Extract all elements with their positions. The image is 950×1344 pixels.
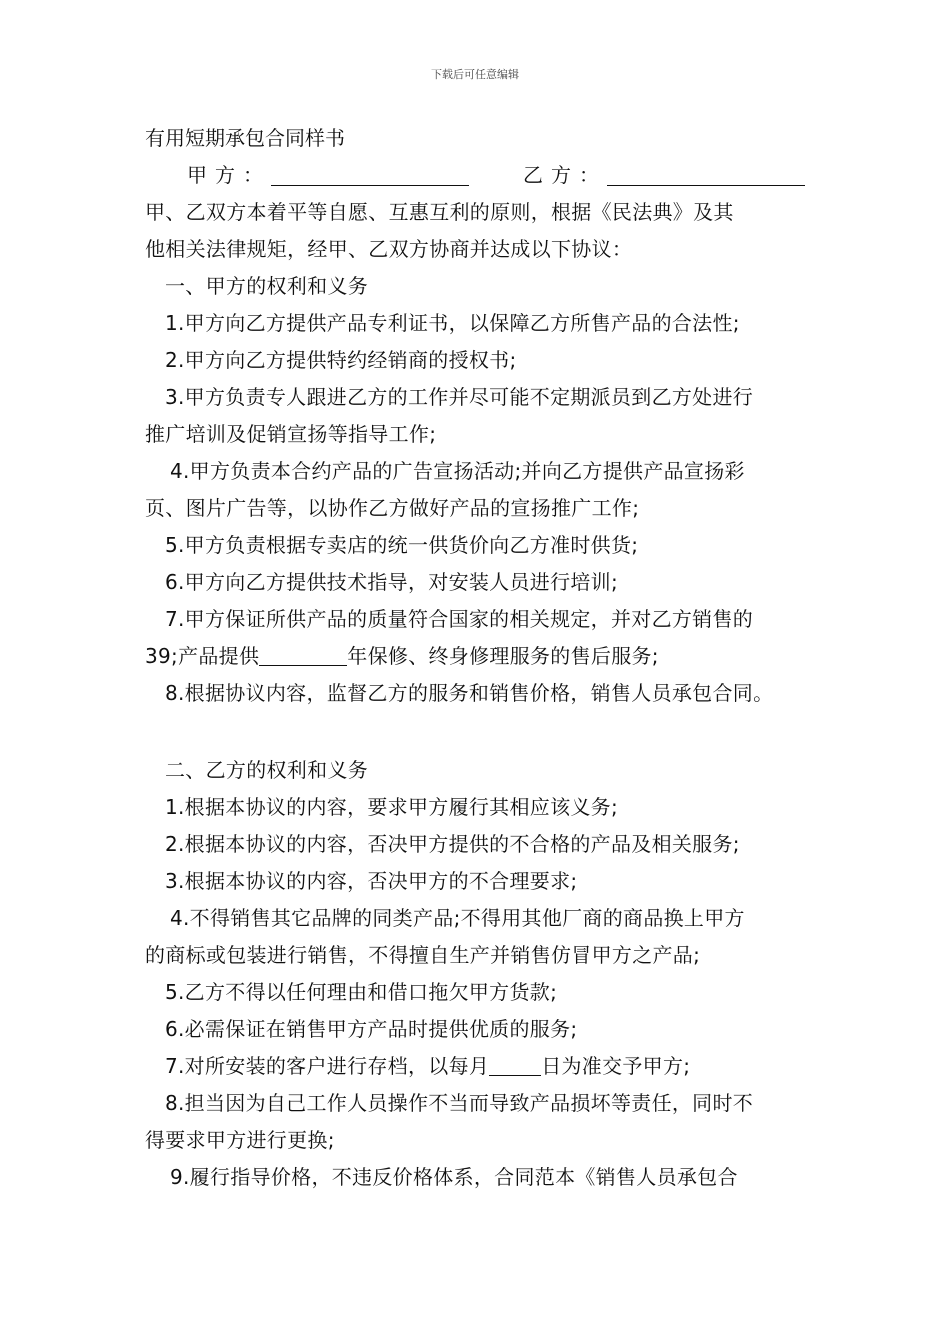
section2-item-5: 5.乙方不得以任何理由和借口拖欠甲方货款; xyxy=(165,980,558,1004)
section1-heading: 一、甲方的权利和义务 xyxy=(165,274,368,298)
section2-item-8-line-1: 8.担当因为自己工作人员操作不当而导致产品损坏等责任，同时不 xyxy=(165,1091,754,1115)
section2-item-4-line-2: 的商标或包装进行销售，不得擅自生产并销售仿冒甲方之产品; xyxy=(145,943,701,967)
section1-item-3-line-1: 3.甲方负责专人跟进乙方的工作并尽可能不定期派员到乙方处进行 xyxy=(165,385,754,409)
intro-line-2: 他相关法律规矩，经甲、乙双方协商并达成以下协议： xyxy=(145,237,633,261)
section1-item-7-line-1: 7.甲方保证所供产品的质量符合国家的相关规定，并对乙方销售的 xyxy=(165,607,754,631)
party-a xyxy=(187,157,469,194)
section2-item-8-line-2: 得要求甲方进行更换; xyxy=(145,1128,335,1152)
party-a-blank[interactable] xyxy=(271,161,469,186)
document-title: 有用短期承包合同样书 xyxy=(145,126,345,150)
section1-item-1: 1.甲方向乙方提供产品专利证书，以保障乙方所售产品的合法性; xyxy=(165,311,740,335)
section2-item-7-suffix: 日为准交予甲方; xyxy=(541,1054,691,1078)
section2-item-4-line-1: 4.不得销售其它品牌的同类产品;不得用其他厂商的商品换上甲方 xyxy=(170,906,745,930)
section2-item-3: 3.根据本协议的内容，否决甲方的不合理要求; xyxy=(165,869,578,893)
section2-item-9: 9.履行指导价格，不违反价格体系，合同范本《销售人员承包合 xyxy=(170,1165,738,1189)
archive-day-blank[interactable] xyxy=(489,1053,541,1076)
header-note: 下载后可任意编辑 xyxy=(431,68,519,81)
party-signature-row xyxy=(145,157,825,194)
section2-item-1: 1.根据本协议的内容，要求甲方履行其相应该义务; xyxy=(165,795,619,819)
section1-item-8: 8.根据协议内容，监督乙方的服务和销售价格，销售人员承包合同。 xyxy=(165,681,774,705)
section2-item-2: 2.根据本协议的内容，否决甲方提供的不合格的产品及相关服务; xyxy=(165,832,740,856)
warranty-years-blank[interactable] xyxy=(259,643,347,666)
section1-item-7-prefix: 39;产品提供 xyxy=(145,644,260,668)
intro-line-1: 甲、乙双方本着平等自愿、互惠互利的原则，根据《民法典》及其 xyxy=(145,200,734,224)
section1-item-2: 2.甲方向乙方提供特约经销商的授权书; xyxy=(165,348,517,372)
section-gap xyxy=(145,712,825,752)
section1-item-3-line-2: 推广培训及促销宣扬等指导工作; xyxy=(145,422,437,446)
section2-heading: 二、乙方的权利和义务 xyxy=(165,758,368,782)
contract-document xyxy=(145,120,825,1196)
party-b-blank[interactable] xyxy=(607,161,805,186)
section2-item-7 xyxy=(145,1048,825,1085)
section1-item-5: 5.甲方负责根据专卖店的统一供货价向乙方准时供货; xyxy=(165,533,639,557)
section1-item-7-line-2 xyxy=(145,638,825,675)
party-a-label: 甲方： xyxy=(187,163,271,187)
section2-item-7-prefix: 7.对所安装的客户进行存档，以每月 xyxy=(165,1054,490,1078)
section1-item-6: 6.甲方向乙方提供技术指导，对安装人员进行培训; xyxy=(165,570,619,594)
section1-item-4-line-2: 页、图片广告等，以协作乙方做好产品的宣扬推广工作; xyxy=(145,496,640,520)
party-b-label: 乙方： xyxy=(523,163,607,187)
party-b xyxy=(523,157,805,194)
section2-item-6: 6.必需保证在销售甲方产品时提供优质的服务; xyxy=(165,1017,578,1041)
section1-item-4-line-1: 4.甲方负责本合约产品的广告宣扬活动;并向乙方提供产品宣扬彩 xyxy=(170,459,745,483)
section1-item-7-suffix: 年保修、终身修理服务的售后服务; xyxy=(347,644,659,668)
